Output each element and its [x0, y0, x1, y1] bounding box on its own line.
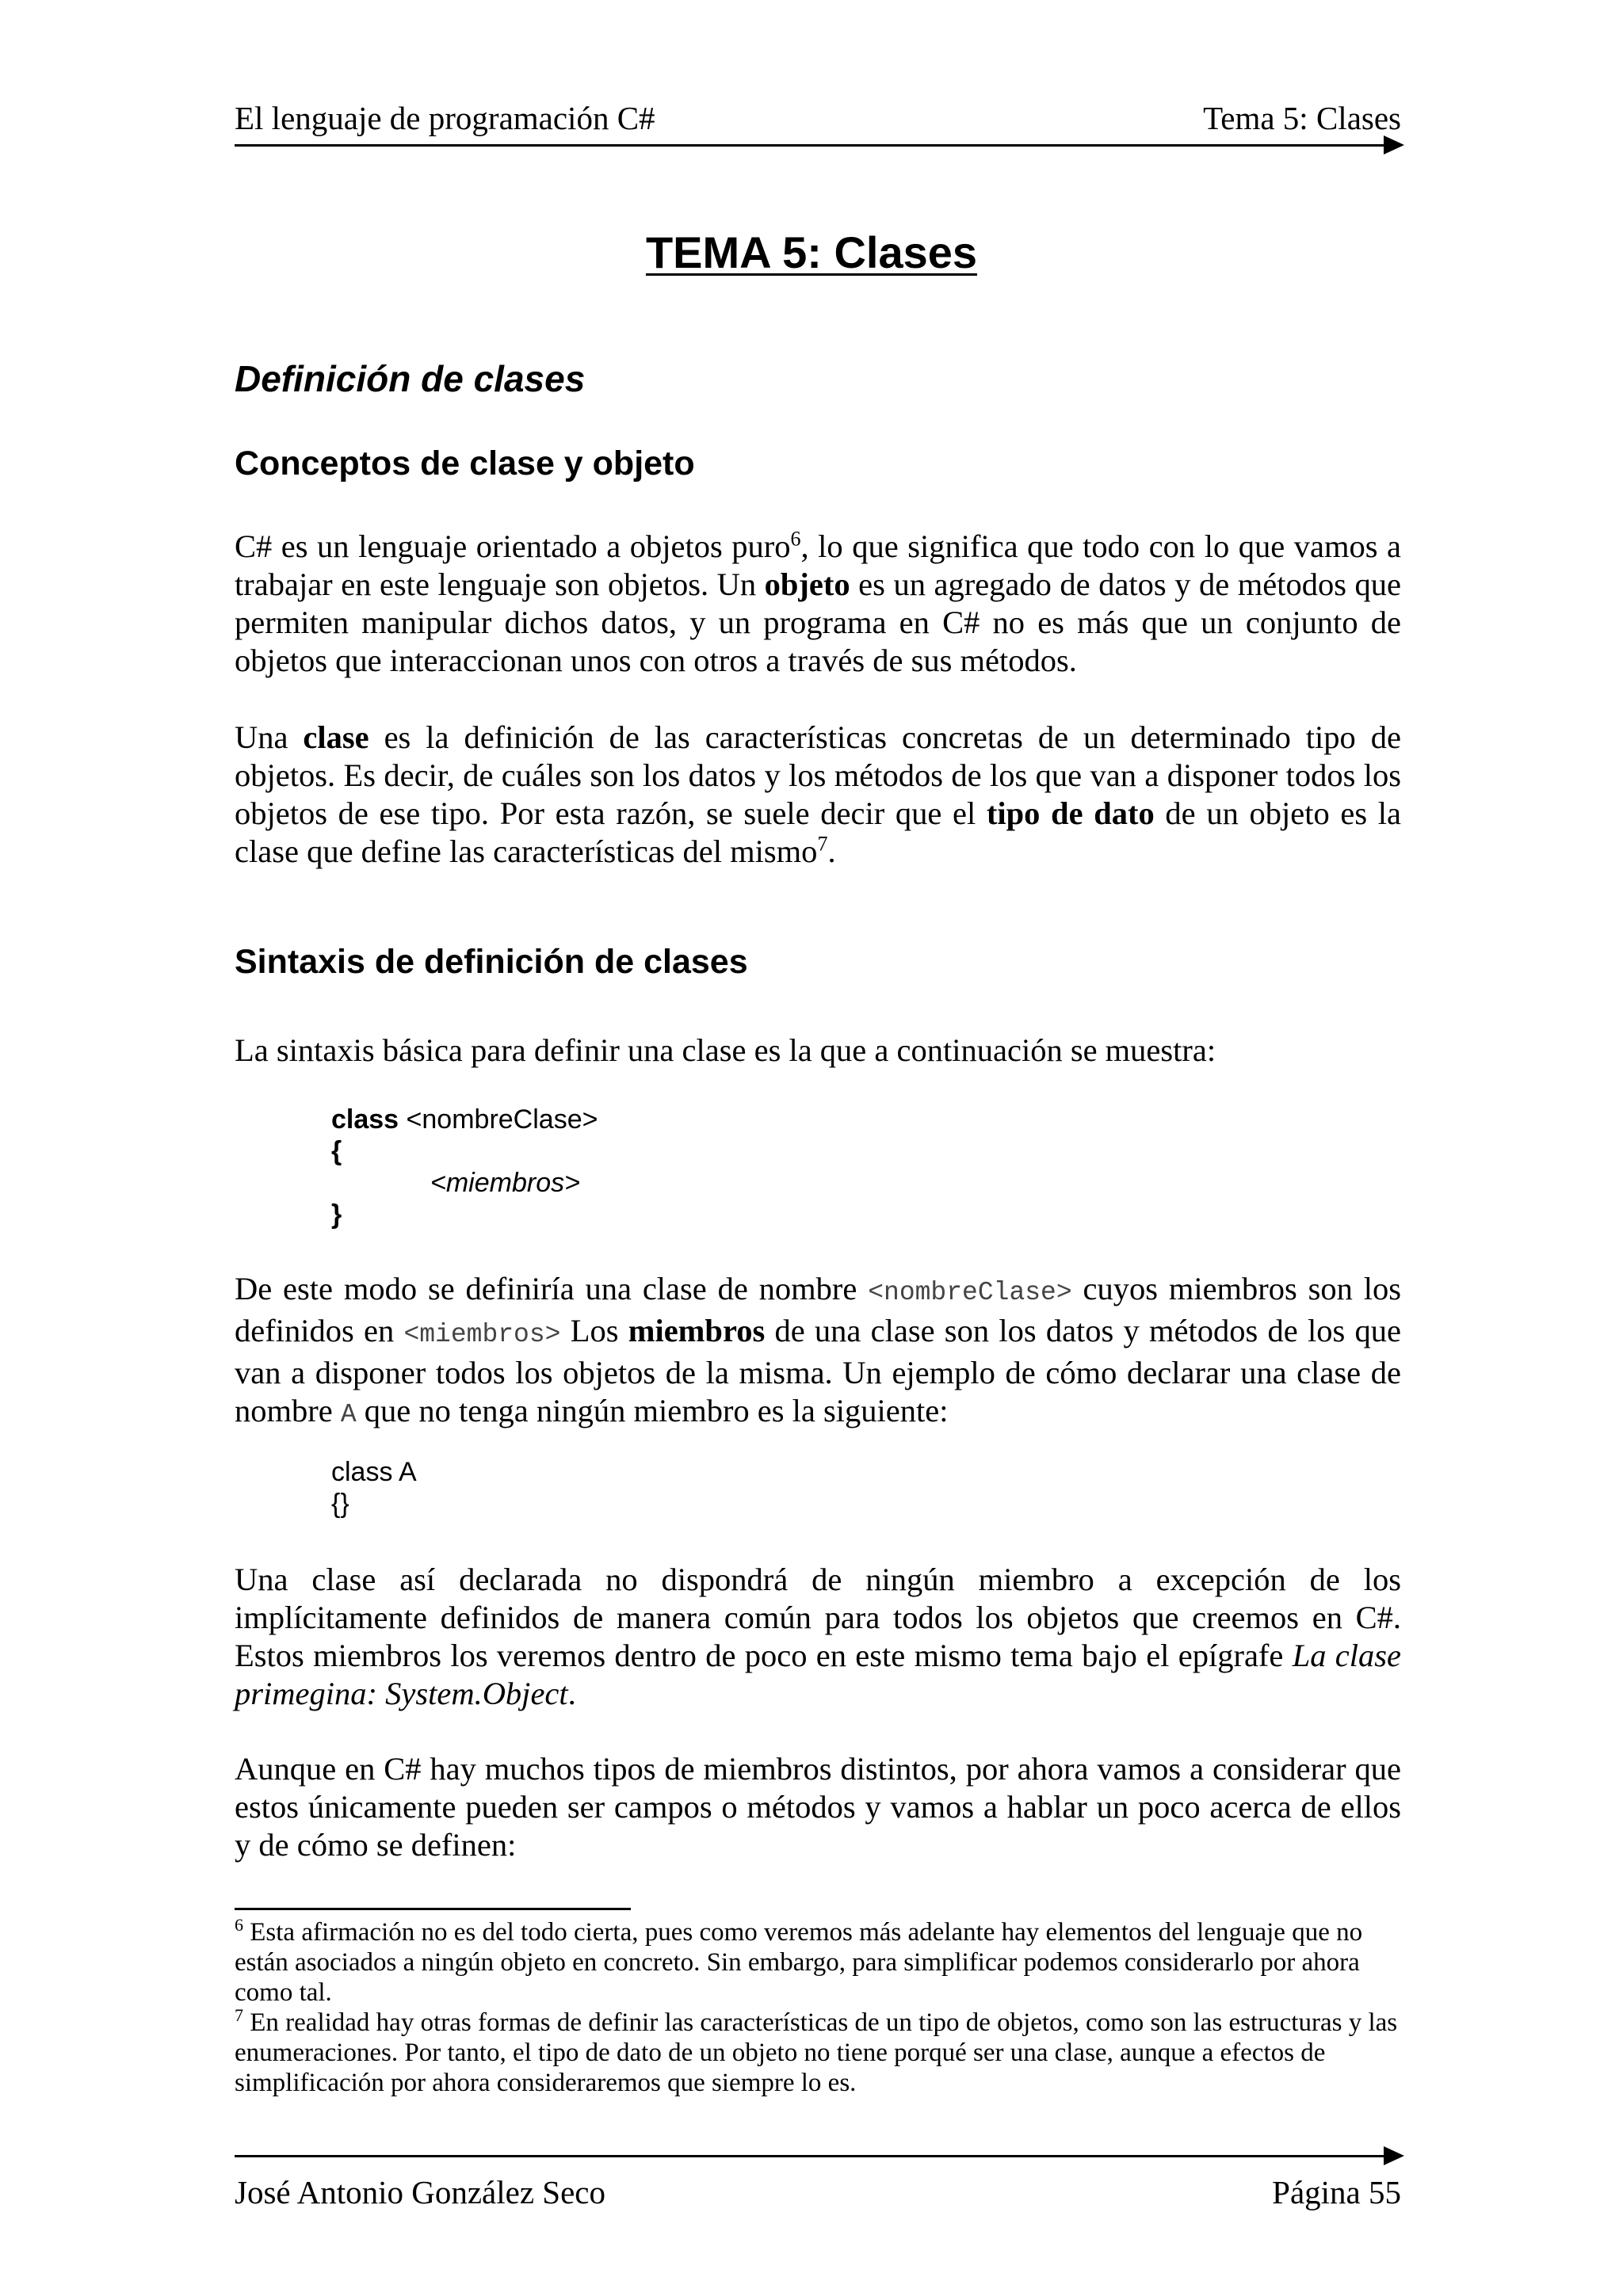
term-miembros: miembros [628, 1313, 766, 1348]
inline-code-nombreclase: <nombreClase> [868, 1278, 1072, 1307]
footer-author: José Antonio González Seco [235, 2174, 605, 2210]
subsection-heading-syntax: Sintaxis de definición de clases [235, 943, 748, 981]
header-chapter: Tema 5: Clases [1203, 100, 1401, 136]
running-header [235, 98, 1401, 138]
paragraph-members: De este modo se definiría una clase de nombre <nombreClase> cuyos miembros son los definidos en <miembros> Los miembros de una clase son los datos y métodos de los que van a disponer todos los objetos de la misma. Un ejemplo de cómo declarar una clase de nombre A que no tenga ningún miembro es la siguiente: [235, 1271, 1401, 1429]
header-rule [235, 144, 1388, 147]
reference-system-object: La clase primegina: System.Object [235, 1638, 1401, 1711]
section-heading: Definición de clases [235, 358, 586, 399]
page-title [0, 226, 1623, 280]
footnote-ref-7: 7 [817, 832, 828, 856]
paragraph-clase: Una clase es la definición de las características concretas de un determinado tipo de objetos. Es decir, de cuáles son los datos y los métodos de los que van a disponer todos los objetos de ese tipo. Por esta razón, se suele decir que el tipo de dato de un objeto es la clase que define las características del mismo$^7$. [235, 719, 1402, 869]
page-number: Página 55 [1272, 2174, 1401, 2210]
term-tipo-de-dato: tipo de dato [986, 795, 1155, 831]
term-clase: clase [303, 719, 369, 755]
footnotes [235, 1917, 1401, 2098]
footnote-7: $^7$ En realidad hay otras formas de definir las características de un tipo de objetos, como son las estructuras y las enumeraciones. Por tanto, el tipo de dato de un objeto no tiene porqué ser una clase, aunque a efectos de simplificación por ahora consideraremos que siempre lo es. [235, 2005, 1398, 2097]
running-footer [235, 2172, 1401, 2212]
term-objeto: objeto [764, 566, 850, 602]
paragraph-member-types: Aunque en C# hay muchos tipos de miembros distintos, por ahora vamos a considerar que estos únicamente pueden ser campos o métodos y vamos a hablar un poco acerca de ellos y de cómo se definen: [235, 1751, 1401, 1863]
code-block-example: class A {} [331, 1457, 417, 1519]
inline-code-a: A [340, 1400, 357, 1429]
subsection-heading-concepts: Conceptos de clase y objeto [235, 444, 695, 482]
code-keyword: class [331, 1104, 399, 1135]
header-arrow-icon [1384, 135, 1404, 154]
header-book-title: El lenguaje de programación C# [235, 100, 655, 136]
inline-code-miembros: <miembros> [403, 1320, 561, 1349]
code-block-syntax: class <nombreClase> { <miembros> } [331, 1104, 598, 1230]
footnote-separator [235, 1908, 631, 1910]
paragraph-empty-class: Una clase así declarada no dispondrá de ningún miembro a excepción de los implícitamente definidos de manera común para todos los objetos que creemos en C#. Estos miembros los veremos dentro de poco en este mismo tema bajo el epígrafe La clase primegina: System.Object. [235, 1562, 1401, 1711]
page-title-text: TEMA 5: Clases [645, 227, 978, 277]
footer-arrow-icon [1384, 2146, 1404, 2165]
footnote-ref-6: 6 [790, 527, 801, 551]
paragraph-concepts: C# es un lenguaje orientado a objetos puro$^6$, lo que significa que todo con lo que vamos a trabajar en este lenguaje son objetos. Un objeto es un agregado de datos y de métodos que permiten manipular dichos datos, y un programa en C# no es más que un conjunto de objetos que interaccionan unos con otros a través de sus métodos. [235, 527, 1402, 678]
footnote-6: $^6$ Esta afirmación no es del todo cierta, pues como veremos más adelante hay elementos del lenguaje que no están asociados a ningún objeto en concreto. Sin embargo, para simplificar podemos considerarlo por ahora como tal. [235, 1915, 1363, 2007]
paragraph-syntax-intro: La sintaxis básica para definir una clase es la que a continuación se muestra: [235, 1032, 1216, 1068]
footer-rule [235, 2155, 1388, 2157]
